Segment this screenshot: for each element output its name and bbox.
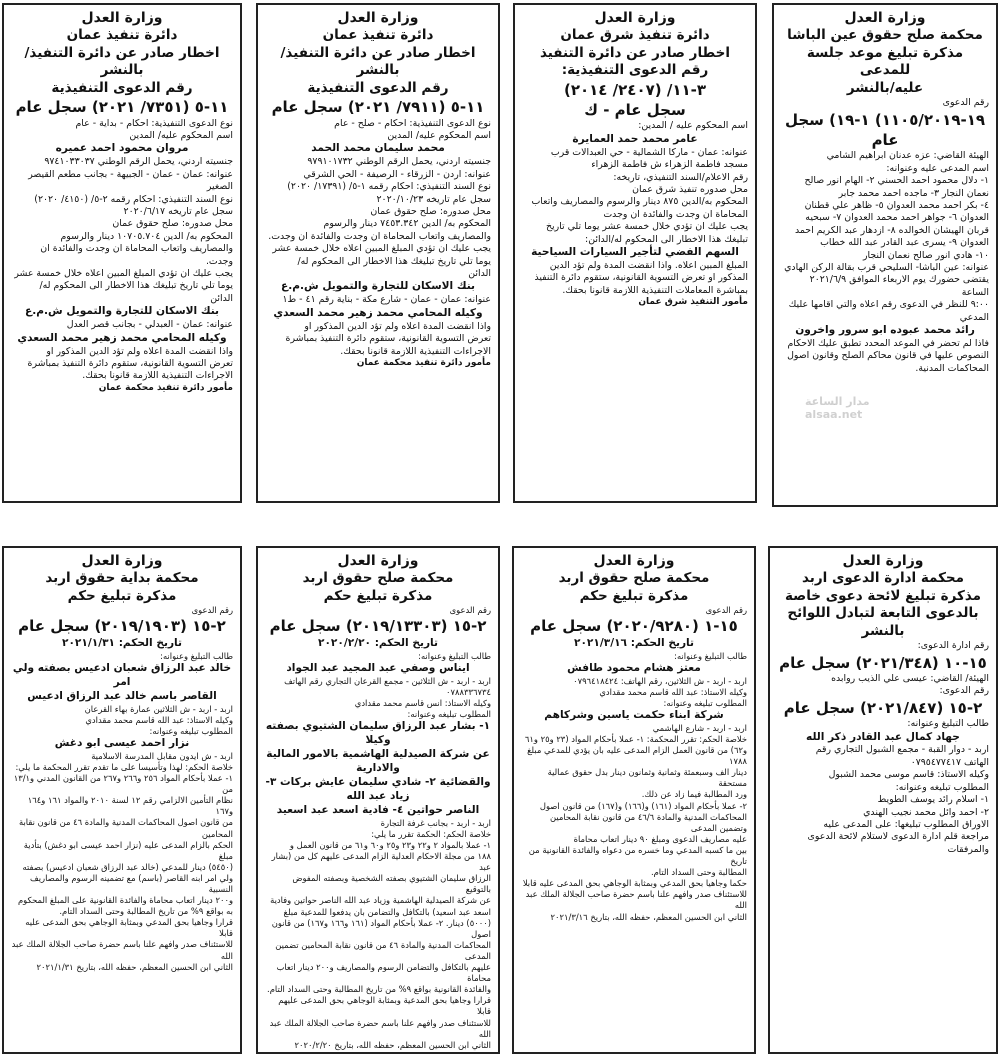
notice-line: المطلوب تبليغه وعنوانه: xyxy=(149,725,233,736)
notice-line: ٩:٠٠ للنظر في الدعوى رقم اعلاه والتي اقامها عليك xyxy=(788,299,989,311)
notice-line: اسعد عبد اسعيد) بالتكافل والتضامن بان يدفعوا للمدعية مبلغ xyxy=(283,906,491,917)
notice-line: مسجد فاطمة الزهراء ش فاطمة الزهراء xyxy=(591,159,748,171)
notice-line: المحاكمات المدنية. xyxy=(915,362,989,374)
notice-line: ١- دلال محمود احمد الحسني ٢- الهام انور صالح xyxy=(804,175,989,187)
notice-line: المحكوم به/الدين ٨٧٥ دينار والرسوم والمصاريف واتعاب xyxy=(531,196,748,208)
notice-line: اسم المحكوم عليه/ المدين xyxy=(129,130,233,142)
notice-line: يجب عليك ان تؤدي المبلغ المبين اعلاه خلال خمسة عشر xyxy=(272,243,491,255)
notice-line: الثاني ابن الحسين المعظم، حفظه الله، بتاريخ ٢٠٢١/٣/١٦ xyxy=(550,911,747,922)
notice-line: محكمة صلح حقوق اربد xyxy=(558,570,710,587)
notice-line: محل صدوره: صلح حقوق عمان xyxy=(112,218,233,230)
notice-line: حكما وجاهيا بحق المدعي وبمثابة الوجاهي بحق المدعى عليه قابلا xyxy=(522,878,747,889)
notice-line: من قانون اصول المحاكمات المدنية والمادة ٤٦ من قانون نقابة المحامين xyxy=(18,817,233,839)
notice-line: مذكرة تبليغ لائحة دعوى خاصة xyxy=(784,587,982,604)
notice-line: المدعي xyxy=(959,311,989,323)
notice-line: عنوانه: عمان - عمان - الجبيهة - بجانب مطعم القيصر xyxy=(28,168,233,180)
notice-line: المذكور او تعرض التسوية القانونية، ستقوم دائرة التنفيذ xyxy=(534,272,748,284)
notice-line: المحاكمات المدنية والمادة ٤٦/٦ من قانون نقابة المحامين وتضمين المدعى xyxy=(549,811,747,833)
notice-line: ١٥-١٠ (٢٠٢١/٣٤٨) سجل عام xyxy=(779,653,987,672)
notice-line: ١- عملا بالمواد ٢ و٢٢ و٢٣ و٢٥ و٦٠ و٦١ من قانون العمل و xyxy=(289,840,491,850)
notice-amman-execution-7351 xyxy=(2,3,242,503)
notice-line: وكيله الاستاذ: عبد الله قاسم محمد مقدادي xyxy=(85,714,233,725)
notice-line: عليه مصاريف الدعوى ومبلغ ٩٠ دينار اتعاب محاماة xyxy=(573,833,747,844)
notice-line: المحاماة ان وجدت والفائدة ان وجدت xyxy=(603,208,748,220)
notice-line: الثاني ابن الحسين المعظم، حفظه الله، بتاريخ ٢٠٢١/١/٣١ xyxy=(36,961,233,972)
notice-line: نظام التأمين الالزامي رقم ١٢ لسنة ٢٠١٠ والمواد ١٦١ و١٦٤ و١٦٧ xyxy=(27,795,233,817)
notice-line: تعرض التسوية القانونية، ستقوم دائرة التنفيذ بمباشرة xyxy=(285,333,491,345)
watermark-line2: alsaa.net xyxy=(805,408,863,421)
notice-line: شركة ابناء حكمت ياسين وشركاهم xyxy=(544,708,724,721)
notice-line: المحكوم به/ الدين ١٠٧٠٥.٧٠٤ دينار والرسوم xyxy=(60,230,233,242)
notice-line: اربد - اربد - ش الثلاثين - مجمع القرعان التجاري رقم الهاتف xyxy=(284,675,491,686)
notice-line: بمباشرة المعاملات التنفيذية اللازمة قانونا بحقك. xyxy=(562,284,748,296)
notice-line: ١- اسلام رائد يوسف الطويط xyxy=(877,794,989,806)
notice-line: بنك الاسكان للتجارة والتمويل ش.م.ع xyxy=(25,305,219,318)
notice-line: الناصر حواتين ٤- فادية اسعد عبد اسعيد xyxy=(276,803,480,816)
notice-line: بين ما كسبه المدعي وما خسره من دعواه والفائدة القانونية من تاريخ xyxy=(528,844,747,867)
notice-line: نوع الدعوى التنفيذية: احكام - صلح - عام xyxy=(334,117,491,129)
notice-line: مذكرة تبليغ حكم xyxy=(579,587,689,604)
notice-line: قرارا وجاهيا بحق المدعي وبمثابة الوجاهي بحق المدعى عليه قابلا xyxy=(25,917,233,939)
notice-line: المبلغ المبين اعلاه. واذا انقضت المدة ولم تؤد الدين xyxy=(549,259,748,271)
notice-line: تاريخ الحكم: ٢٠٢٠/٢/٢٠ xyxy=(318,636,438,649)
notice-line: وزارة العدل xyxy=(337,553,419,569)
notice-line: وكيله المحامي محمد زهير محمد السعدي xyxy=(273,306,483,319)
notice-line: السهم الفضي لتأجير السيارات السياحية xyxy=(531,245,739,258)
notice-line: جنسيته اردني، يحمل الرقم الوطني ٩٧٩١٠١٧٣٢ xyxy=(307,156,491,168)
notice-line: وكيله المحامي محمد زهير محمد السعدي xyxy=(17,331,227,344)
notice-line: مروان محمود احمد عميره xyxy=(55,142,189,155)
notice-line: وزارة العدل xyxy=(842,553,924,569)
notice-line: محكمة صلح حقوق اربد xyxy=(302,570,454,587)
notice-line: تعرض التسوية القانونية، ستقوم دائرة التنفيذ بمباشرة xyxy=(27,358,233,370)
notice-line: النصوص عليها في قانون محاكم الصلح وقانون اصول xyxy=(787,350,989,362)
notice-line: للاستئناف صدر وافهم علنا باسم حضرة صاحب الجلالة الملك عبد الله xyxy=(11,939,233,961)
notice-irbid-case-management xyxy=(768,546,998,1054)
notice-line: ٢-١٥ (٢٠١٩/١٩٠٣) سجل عام xyxy=(18,617,226,636)
notice-line: نعمان النجار ٣- ماجده احمد محمد جابر xyxy=(838,187,989,199)
notice-line: فاذا لم تحضر في الموعد المحدد تطبق عليك الاحكام xyxy=(787,337,989,349)
notice-line: طالب التبليغ وعنوانه: xyxy=(674,650,747,661)
notice-line: ولي امر ابنه القاصر (باسم) مع تضمينه الرسوم والمصاريف النسبية xyxy=(30,872,233,894)
notice-line: الهيئة/ القاضي: عيسى علي الذيب روابده xyxy=(831,673,989,685)
notice-line: نزار احمد عيسى ابو دغش xyxy=(54,736,190,749)
notice-line: قرارا وجاهيا بحق المدعية وبمثابة الوجاهي بحق المدعى عليهم قابلا xyxy=(278,995,491,1017)
notice-line: عن شركة الصيدلية الهاشمية بالامور المالية والادارية xyxy=(266,747,490,774)
notice-line: اخطار صادر عن دائرة التنفيذ/ بالنشر xyxy=(280,44,476,79)
notice-line: مذكرة تبليغ حكم xyxy=(323,587,433,604)
notice-line: والمرفقات xyxy=(947,843,989,855)
notice-line: رقم الدعوى xyxy=(705,605,747,616)
notice-line: المطلوب تبليغه وعنوانه: xyxy=(663,697,747,708)
notice-line: المطالبة وحتى السداد التام. xyxy=(650,867,747,878)
notice-line: بنك الاسكان للتجارة والتمويل ش.م.ع xyxy=(281,280,475,293)
notice-line: ٤- بكر احمد محمد العدوان ٥- ظاهر علي قطنان xyxy=(804,199,989,211)
notice-line: رقم ادارة الدعوى: xyxy=(917,640,989,652)
notice-line: بالدعوى التابعة لتبادل اللوائح بالنشر xyxy=(787,605,979,639)
notice-line: وكيله الاستاذ: انس قاسم محمد مقدادي xyxy=(354,697,491,708)
notice-line: طالب التبليغ وعنوانه: xyxy=(907,718,989,730)
notice-line: طالب التبليغ وعنوانه: xyxy=(418,650,491,661)
notice-line: للاستئناف صدر وافهم علنا باسم حضرة صاحب الجلالة الملك عبد الله xyxy=(525,889,747,911)
notice-line: دائرة تنفيذ عمان xyxy=(66,27,178,44)
notice-line: ١١-٥ (٧٣٥١/ ٢٠٢١) سجل عام xyxy=(15,98,229,117)
notice-line: الدائن xyxy=(210,292,233,304)
notice-line: وزارة العدل xyxy=(81,553,163,569)
notice-line: اربد - اربد - ش الثلاثين عمارة بهاء القرعان xyxy=(84,703,233,714)
notice-line: محمد سليمان محمد الحمد xyxy=(311,142,445,155)
notice-irbid-first-instance-1903 xyxy=(2,546,242,1054)
notice-line: وزارة العدل xyxy=(81,10,163,26)
notice-line: مأمور دائرة تنفيذ محكمة عمان xyxy=(98,382,233,393)
notice-line: دائرة تنفيذ عمان xyxy=(322,27,434,44)
notice-line: ٠٧٨٨٣٣٦٧٣٤ xyxy=(446,686,491,697)
notice-line: مأمور دائرة تنفيذ محكمة عمان xyxy=(356,358,491,369)
notice-line: وكيله الاستاذ: عبد الله قاسم محمد مقدادي xyxy=(599,686,747,697)
notice-line: معتز هشام محمود طافش xyxy=(567,661,701,674)
notice-line: اسم المحكوم عليه/ المدين xyxy=(387,130,491,142)
notice-line: يقتضى حضورك يوم الاربعاء الموافق ٢٠٢١/٦/٩ الساعة xyxy=(809,274,989,298)
notice-line: العدوان ٩- يسرى عبد القادر عبد الله خطاب xyxy=(820,237,989,249)
notice-line: (٥٤٥٠) دينار للمدعي (خالد عبد الرزاق شعبان ادعيس) بصفته xyxy=(22,861,233,872)
notice-line: سجل عام تاريخه ٢٠٢٠/١٠/٢٣ xyxy=(376,193,491,205)
notice-amman-execution-7911 xyxy=(256,3,500,503)
notice-line: نوع السند التنفيذي: احكام رقمه ١-٥/ (١٧٣٩١/ ٢٠٢٠) xyxy=(287,181,491,193)
notice-line: رقم الدعوى التنفيذية xyxy=(51,79,193,96)
notice-line: والفائدة القانونية بواقع ٩% من تاريخ المطالبة وحتى السداد التام. xyxy=(267,984,491,995)
notice-line: عليه/بالنشر xyxy=(846,79,924,96)
notice-line: والمصاريف واتعاب المحاماة ان وجدت والفائدة ان وجدت. xyxy=(40,243,233,267)
notice-line: رائد محمد عبوده ابو سرور واخرون xyxy=(795,323,975,336)
notice-east-amman-execution xyxy=(513,3,757,503)
notice-line: الصغير xyxy=(206,181,233,193)
notice-line: ايناس وصفي عبد المجيد عبد الجواد xyxy=(286,661,470,674)
notice-line: الثاني ابن الحسين المعظم، حفظه الله، بتاريخ ٢٠٢٠/٢/٢٠ xyxy=(294,1039,491,1050)
notice-line: اربد - اربد - بجانب غرفة التجارة xyxy=(380,817,491,828)
notice-line: سجل عام - ك xyxy=(584,101,686,120)
notice-line: مراجعة قلم ادارة الدعوى لاستلام لائحة الدعوى xyxy=(807,831,989,843)
notice-line: محكمة ادارة الدعوى اربد xyxy=(801,570,965,587)
notice-line: الاوراق المطلوب تبليغها: على المدعى عليه xyxy=(823,818,989,830)
notice-line: الاجراءات التنفيذية اللازمة قانونا بحقك. xyxy=(340,345,491,357)
notice-line: ٢-١٥ (٢٠٢١/٨٤٧) سجل عام xyxy=(783,698,983,717)
notice-line: خلاصة الحكم: تقرر المحكمة: ١- عملا بأحكام المواد (٢٣ و٢٥ و٦١ xyxy=(524,734,747,744)
watermark-line1: مدار الساعة xyxy=(805,395,870,408)
notice-line: رقم الاعلام/السند التنفيذي، تاريخه: xyxy=(613,171,748,183)
notice-line: المطلوب تبليغه وعنوانه: xyxy=(895,781,989,793)
notice-line: طالب التبليغ وعنوانه: xyxy=(160,650,233,661)
notice-line: محل صدوره: صلح حقوق عمان xyxy=(370,206,491,218)
notice-ain-basha-court xyxy=(772,3,998,507)
notice-line: الدائن xyxy=(468,268,491,280)
notice-line: خلاصة الحكم: لهذا وتأسيسا على ما تقدم تقرر المحكمة ما يلي: xyxy=(15,761,233,772)
notice-line: الاجراءات التنفيذية اللازمة قانونا بحقك. xyxy=(82,370,233,382)
notice-line: وزارة العدل xyxy=(593,553,675,569)
notice-line: ١- عملا بأحكام المواد ٢٥٦ و٢٦٦ و٢٦٧ من القانون المدني و١٣/١ من xyxy=(13,773,233,795)
notice-line: مأمور التنفيذ شرق عمان xyxy=(638,297,748,308)
notice-line: ٢- احمد وائل محمد نجيب الهندي xyxy=(863,806,989,818)
notice-line: عنوانه: عمان - العبدلي - بجانب قصر العدل xyxy=(66,319,233,331)
notice-line: واذا انقضت المدة اعلاه ولم تؤد الدين المذكور او xyxy=(46,345,233,357)
notice-line: رقم الدعوى xyxy=(449,605,491,616)
notice-line: والقضائية ٢- شادي سليمان عايش بركات ٣- زياد عبد الله xyxy=(265,775,491,802)
notice-line: عنوانه: عمان - ماركا الشمالية - حي العبدالات قرب xyxy=(550,146,748,158)
notice-line: ١١-٥ (٧٩١١/ ٢٠٢١) سجل عام xyxy=(271,98,485,117)
notice-line: رقم الدعوى xyxy=(942,97,989,109)
notice-line: جهاد كمال عبد القادر ذكر الله xyxy=(806,730,960,743)
notice-line: مذكرة تبليغ حكم xyxy=(67,587,177,604)
notice-line: رقم الدعوى: xyxy=(939,685,989,697)
notice-line: محل صدوره تنفيذ شرق عمان xyxy=(632,183,748,195)
notice-line: المحكوم به/ الدين ٧٤٥٣.٣٤٢ دينار والرسوم xyxy=(323,218,491,230)
notice-line: اسم المحكوم عليه / المدين: xyxy=(638,120,748,132)
notice-line: ١٨٨ من مجلة الاحكام العدلية الزام المدعى عليهم كل من (بشار عبد xyxy=(271,851,491,873)
notice-line: رقم الدعوى التنفيذية: xyxy=(561,62,709,79)
notice-line: محكمة بداية حقوق اربد xyxy=(45,570,199,587)
notice-line: يوما تلي تاريخ تبليغك هذا الاخطار الى المحكوم له/ xyxy=(39,280,233,292)
notice-line: ورد المطالبة فيما زاد عن ذلك. xyxy=(641,789,747,800)
notice-line: نوع السند التنفيذي: احكام رقمه ٢-٥/ (٤١٥٠/ ٢٠٢٠) xyxy=(34,193,233,205)
notice-line: الهيئة القاضي: عزه عدنان ابراهيم الشامي xyxy=(826,150,989,162)
notice-line: وزارة العدل xyxy=(337,10,419,26)
notice-line: وزارة العدل xyxy=(844,10,926,26)
notice-line: اربد - اربد - ش الثلاثين، رقم الهاتف: ٠٧٩٦٤١٨٤٢٤ xyxy=(573,675,747,686)
notice-line: عليهم بالتكافل والتضامن الرسوم والمصاريف و٢٠٠ دينار اتعاب محاماة xyxy=(276,962,491,984)
notice-line: العدوان ٦- جواهر احمد محمد العدوان ٧- سبحيه xyxy=(805,212,989,224)
notice-line: يجب عليك ان تؤدي المبلغ المبين اعلاه خلال خمسة عشر xyxy=(14,268,233,280)
notice-line: المطلوب تبليغه وعنوانه: xyxy=(407,708,491,719)
notice-line: قربان الهيشان الخوالده ٨- ازدهار عبد الكريم احمد xyxy=(794,224,989,236)
notice-line: به بواقع ٩% من تاريخ المطالبة وحتى السداد التام. xyxy=(59,906,233,917)
notice-line: و٦٢) من قانون العمل الزام المدعى عليه بان يؤدي للمدعي مبلغ ١٧٨٨ xyxy=(527,745,747,767)
notice-line: يوما تلي تاريخ تبليغك هذا الاخطار الى المحكوم له/ xyxy=(297,255,491,267)
notice-line: مذكرة تبليغ موعد جلسة للمدعى xyxy=(806,44,964,79)
notice-line: ٢- عملا بأحكام المواد (١٦١) و(١٦٦) و(١٦٧) من قانون اصول xyxy=(539,800,747,811)
notice-line: وزارة العدل xyxy=(594,10,676,26)
notice-line: اخطار صادر عن دائرة التنفيذ xyxy=(539,44,731,61)
notice-line: ١٥-١ (٢٠٢٠/٩٢٨٠) سجل عام xyxy=(530,617,738,636)
notice-line: يجب عليك ان تؤدي خلال خمسة عشر يوما تلي تاريخ xyxy=(545,221,748,233)
notice-line: اسم المدعى عليه وعنوانه: xyxy=(886,162,989,174)
notice-line: ١٩-١١٠٥/٢٠١٩) ١-١٩) سجل عام xyxy=(784,110,986,150)
notice-line: رقم الدعوى التنفيذية xyxy=(307,79,449,96)
notice-line: ٢-١٥ (٢٠١٩/١٣٣٠٣) سجل عام xyxy=(269,617,487,636)
notice-line: اخطار صادر عن دائرة التنفيذ/ بالنشر xyxy=(24,44,220,79)
notice-line: دينار الف وسبعمئة وثمانية وثمانون دينار بدل حقوق عمالية مستحقة xyxy=(547,767,747,789)
notice-line: (٥٠٠٠) دينار. ٢- عملا بأحكام المواد (١٦١ و١٦٦ و١٦٧) من قانون اصول xyxy=(271,917,491,939)
notice-line: الرزاق سليمان الشتيوي بصفته الشخصية وبصفته المفوض بالتوقيع xyxy=(292,873,491,895)
notice-line: ١- بشار عبد الرزاق سليمان الشتيوي بصفته وكيلا xyxy=(265,720,491,746)
notice-line: اربد - دوار القبة - مجمع الشبول التجاري رقم xyxy=(815,744,989,756)
notice-line: القاصر باسم خالد عبد الرزاق ادعيس xyxy=(27,689,217,702)
notice-line: الهاتف ٠٧٩٥٤٧٧٤١٧ xyxy=(910,756,989,768)
notice-line: ١٠- هادي انور صالح نعمان النجار xyxy=(862,249,989,261)
notice-line: وكيله الاستاذ: قاسم موسى محمد الشبول xyxy=(828,769,989,781)
notice-line: عنوانه: اردن - الزرقاء - الرصيفة - الحي الشرقي xyxy=(303,168,491,180)
notice-line: تبليغك هذا الاخطار الى المحكوم له/الدائن: xyxy=(585,233,748,245)
notice-line: اربد - ش ايدون مقابل المدرسة الاسلامية xyxy=(91,750,233,761)
notice-line: دائرة تنفيذ شرق عمان xyxy=(560,27,710,44)
notice-line: عنوانه: عين الباشا- السليحي قرب بقالة الركن الهادي xyxy=(784,261,989,273)
notice-line: للاستئناف صدر وافهم علنا باسم حضرة صاحب الجلالة الملك عبد الله xyxy=(269,1017,491,1039)
notice-line: سجل عام تاريخه ٢٠٢٠/٦/١٧ xyxy=(123,206,233,218)
notice-line: تاريخ الحكم: ٢٠٢١/١/٣١ xyxy=(62,636,182,649)
notice-line: و٢٠٠ دينار اتعاب محاماة والفائدة القانونية على المبلغ المحكوم xyxy=(17,895,233,906)
notice-line: خالد عبد الرزاق شعبان ادعيس بصفته ولي امر xyxy=(12,661,232,688)
notice-line: نوع الدعوى التنفيذية: احكام - بداية - عام xyxy=(75,117,233,129)
notice-line: رقم الدعوى xyxy=(191,605,233,616)
notice-line: خلاصة الحكم: الحكمة تقرر ما يلي: xyxy=(371,828,491,839)
notice-line: تاريخ الحكم: ٢٠٢١/٣/١٦ xyxy=(574,636,694,649)
notice-line: محكمة صلح حقوق عين الباشا xyxy=(787,27,983,44)
notice-irbid-conciliation-9280 xyxy=(512,546,756,1054)
notice-irbid-conciliation-13303 xyxy=(256,546,500,1054)
notice-line: جنسيته اردني، يحمل الرقم الوطني ٩٧٤١٠٣٣٠٣٧ xyxy=(44,156,233,168)
notice-line: عن شركة الصيدلية الهاشمية وزياد عبد الله الناصر حواتين وفادية xyxy=(270,895,491,906)
notice-line: والمصاريف واتعاب المحاماة ان وجدت والفائدة ان وجدت. xyxy=(268,230,491,242)
notice-line: اربد - اربد - شارع الهاشمي xyxy=(652,722,747,733)
notice-line: ٣-١١/ (٢٤٠٧/ ٢٠١٤) xyxy=(563,80,707,99)
notice-line: عامر محمد حمد العمايرة xyxy=(572,132,698,145)
notice-line: الحكم بالزام المدعى عليه (نزار احمد عيسى ابو دغش) بتأدية مبلغ xyxy=(23,839,233,861)
notice-line: عنوانه: عمان - عمان - شارع مكة - بناية رقم ٤١ - ط١ xyxy=(282,294,491,306)
notice-line: المحاكمات المدنية والمادة ٤٦ من قانون نقابة المحامين تضمين المدعى xyxy=(275,939,491,961)
notice-line: واذا انقضت المدة اعلاه ولم تؤد الدين المذكور او xyxy=(304,320,491,332)
